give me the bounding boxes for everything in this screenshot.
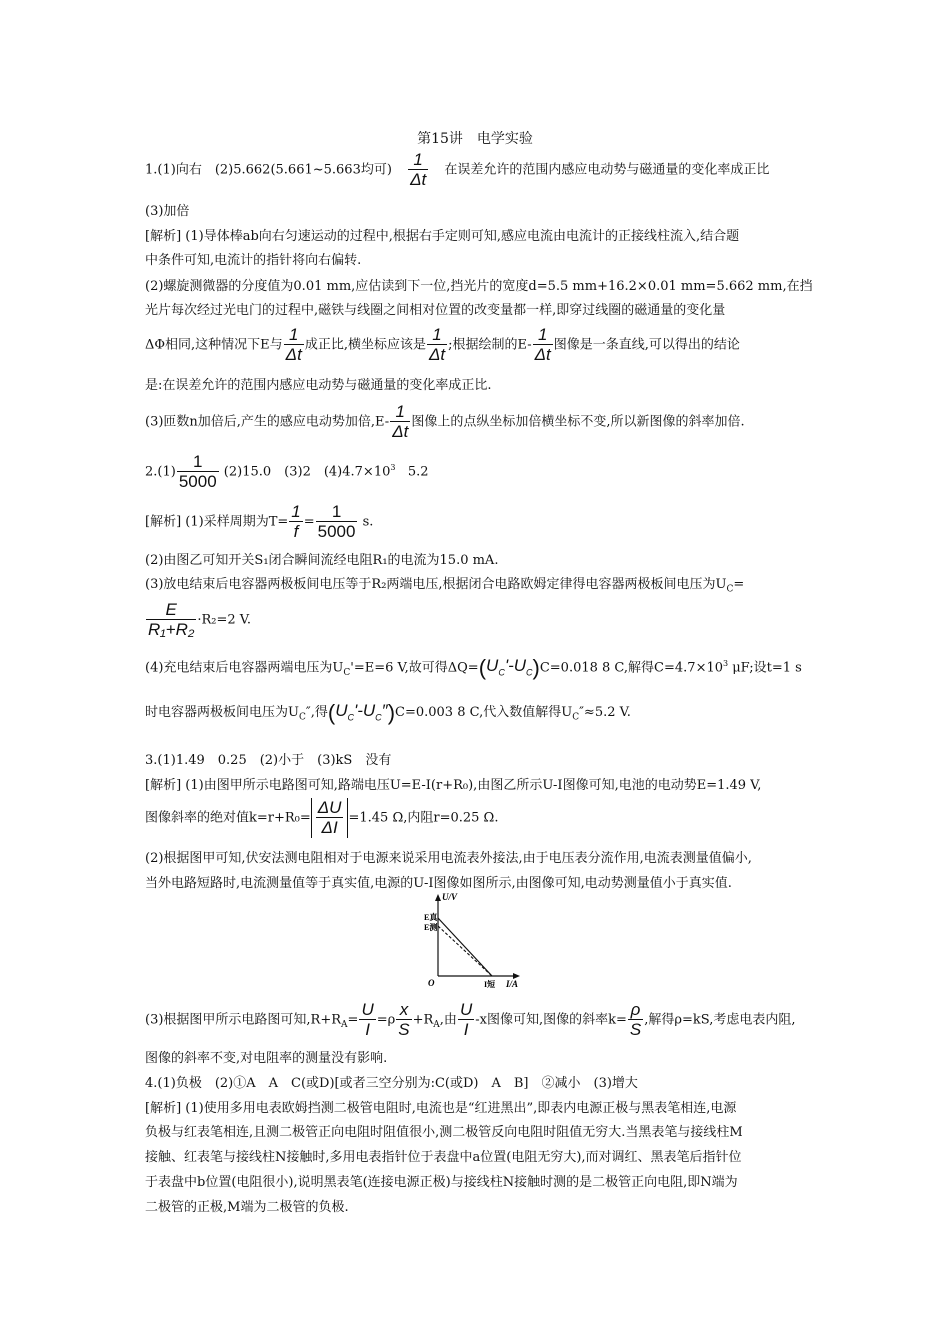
q3-analysis-line: 当外电路短路时,电流测量值等于真实值,电源的U-I图像如图所示,由图像可知,电动势测量值小于真实值. xyxy=(145,876,732,891)
q1-analysis-line: 光片每次经过光电门的过程中,磁铁与线圈之间相对位置的改变量都一样,即穿过线圈的磁通量的变化量 xyxy=(145,303,726,318)
q2-analysis-line: (4)充电结束后电容器两端电压为$U_C'=E=6$ V,故可得$\Delta Q=(U_C'-U_C)C=0.018$ 8 C,解得$C=4.7\times 10^3$ μF;设t=1 s xyxy=(145,654,802,680)
q4-analysis-line: 负极与红表笔相连,且测二极管正向电阻时阻值很小,测二极管反向电阻时阻值无穷大.当黑表笔与接线柱M xyxy=(145,1125,743,1140)
fraction: $\frac{x}{S}$ xyxy=(398,1000,410,1039)
fraction: $\frac{U}{I}$ xyxy=(459,1000,473,1039)
true-line xyxy=(438,918,492,976)
q2-answer: 2.(1) $\frac{1}{5000}$ (2)15.0 (3)2 $(4)4.7\times 10^3$ 5.2 xyxy=(145,452,429,491)
e-true-label: E真 xyxy=(424,913,438,922)
page-title: 第15讲 电学实验 xyxy=(417,131,533,147)
q4-analysis-line: 于表盘中b位置(电阻很小),说明黑表笔(连接电源正极)与接线柱N接触时测的是二极管正向电阻,即N端为 xyxy=(145,1175,738,1190)
fraction: $\frac{\Delta U}{\Delta I}$ xyxy=(317,798,342,837)
x-axis-label: I/A xyxy=(506,979,519,989)
q1-analysis-line: ΔΦ相同,这种情况下E与 $\frac{1}{\Delta t}$ 成正比,横坐标应该是 $\frac{1}{\Delta t}$ ;根据绘制的E- $\frac{1}{\Delta t}$ 图像是一条直线,可以得出的结论 xyxy=(145,325,740,364)
q4-analysis-line: [解析] (1)使用多用电表欧姆挡测二极管电阻时,电流也是“红进黑出”,即表内电源正极与黑表笔相连,电源 xyxy=(145,1101,737,1116)
y-axis-label: U/V xyxy=(442,892,458,902)
q1-analysis-line: 中条件可知,电流计的指针将向右偏转. xyxy=(145,253,362,268)
q4-analysis-line: 接触、红表笔与接线柱N接触时,多用电表指针位于表盘中a位置(电阻无穷大),而对调红、黑表笔后指针位 xyxy=(145,1150,742,1165)
q1-analysis-line: [解析] (1)导体棒ab向右匀速运动的过程中,根据右手定则可知,感应电流由电流计的正接线柱流入,结合题 xyxy=(145,229,740,244)
q3-analysis-line: [解析] (1)由图甲所示电路图可知,路端电压U=E-I(r+R₀),由图乙所示U-I图像可知,电池的电动势E=1.49 V, xyxy=(145,778,762,793)
origin-label: O xyxy=(428,978,435,988)
q2-analysis-line: [解析] (1)采样周期为T= $\frac{1}{f}$ = $\frac{1}{5000}$ s. xyxy=(145,502,374,541)
q2-analysis-line: 时电容器两极板间电压为$U_C''$,得$(U_C'-U_C'')C=0.003$ 8 C,代入数值解得$U_C''\approx 5.2$ V. xyxy=(145,699,631,725)
q1-analysis-line: (3)匝数n加倍后,产生的感应电动势加倍,E- $\frac{1}{\Delta t}$ 图像上的点纵坐标加倍横坐标不变,所以新图像的斜率加倍. xyxy=(145,402,745,441)
fraction: $\frac{\rho}{S}$ xyxy=(629,1000,642,1039)
q1-analysis-line: (2)螺旋测微器的分度值为0.01 mm,应估读到下一位,挡光片的宽度d=5.5 mm+16.2×0.01 mm=5.662 mm,在挡 xyxy=(145,279,813,294)
q3-analysis-line: (2)根据图甲可知,伏安法测电阻相对于电源来说采用电流表外接法,由于电压表分流作用,电流表测量值偏小, xyxy=(145,851,752,866)
q3-analysis-line: (3)根据图甲所示电路图可知$,R+R_A=$ $\frac{U}{I}$ =ρ $\frac{x}{S}$ $+R_A$,由 $\frac{U}{I}$ -x图像可知,图像的斜率k= $\frac{\rho}{S}$ ,解得ρ=kS,考虑电表内阻, xyxy=(145,1000,796,1039)
q2-analysis-line: (3)放电结束后电容器两极板间电压等于R₂两端电压,根据闭合电路欧姆定律得电容器两极板间电压为$U_C=$ xyxy=(145,577,745,595)
u-i-graph xyxy=(420,890,530,990)
measured-line xyxy=(438,926,492,976)
fraction: $\frac{1}{\Delta t}$ xyxy=(392,402,409,441)
fraction: $\frac{1}{f}$ xyxy=(291,502,301,541)
q3-answer: 3.(1)1.49 0.25 (2)小于 (3)kS 没有 xyxy=(145,753,392,768)
fraction: $\frac{1}{\Delta t}$ xyxy=(285,325,302,364)
fraction: $\frac{1}{\Delta t}$ xyxy=(428,325,446,364)
fraction: $\frac{E}{\text{R₁+R₂}}$ xyxy=(148,600,195,639)
fraction-1-over-dt: $\frac{1}{\Delta t}$ xyxy=(410,150,427,189)
q4-analysis-line: 二极管的正极,M端为二极管的负极. xyxy=(145,1200,349,1215)
q3-analysis-line: 图像斜率的绝对值k=r+R₀= $\frac{\Delta U}{\Delta I}$ =1.45 Ω,内阻r=0.25 Ω. xyxy=(145,798,499,837)
q3-analysis-line: 图像的斜率不变,对电阻率的测量没有影响. xyxy=(145,1051,388,1066)
fraction: $\frac{1}{5000}$ xyxy=(317,502,356,541)
fraction: $\frac{U}{I}$ xyxy=(361,1000,374,1039)
i-short-label: I短 xyxy=(484,980,496,989)
q4-answer: 4.(1)负极 (2)①A A C(或D)[或者三空分别为:C(或D) A B] ②减小 (3)增大 xyxy=(145,1076,638,1091)
q2-analysis-line: (2)由图乙可知开关S₁闭合瞬间流经电阻R₁的电流为15.0 mA. xyxy=(145,553,499,568)
e-measured-label: E测 xyxy=(424,923,438,932)
fraction: $\frac{1}{\Delta t}$ xyxy=(534,325,551,364)
q1-analysis-line: 是:在误差允许的范围内感应电动势与磁通量的变化率成正比. xyxy=(145,378,492,393)
q2-analysis-line: $\frac{E}{\text{R₁+R₂}}$ ·R₂=2 V. xyxy=(148,600,252,639)
q1-answer: 1.(1)向右 (2)5.662(5.661~5.663均可) $\frac{1}{\Delta t}$ 在误差允许的范围内感应电动势与磁通量的变化率成正比 xyxy=(145,150,770,189)
fraction-1-over-5000: $\frac{1}{5000}$ xyxy=(178,452,217,491)
q1-answer-3: (3)加倍 xyxy=(145,204,190,219)
